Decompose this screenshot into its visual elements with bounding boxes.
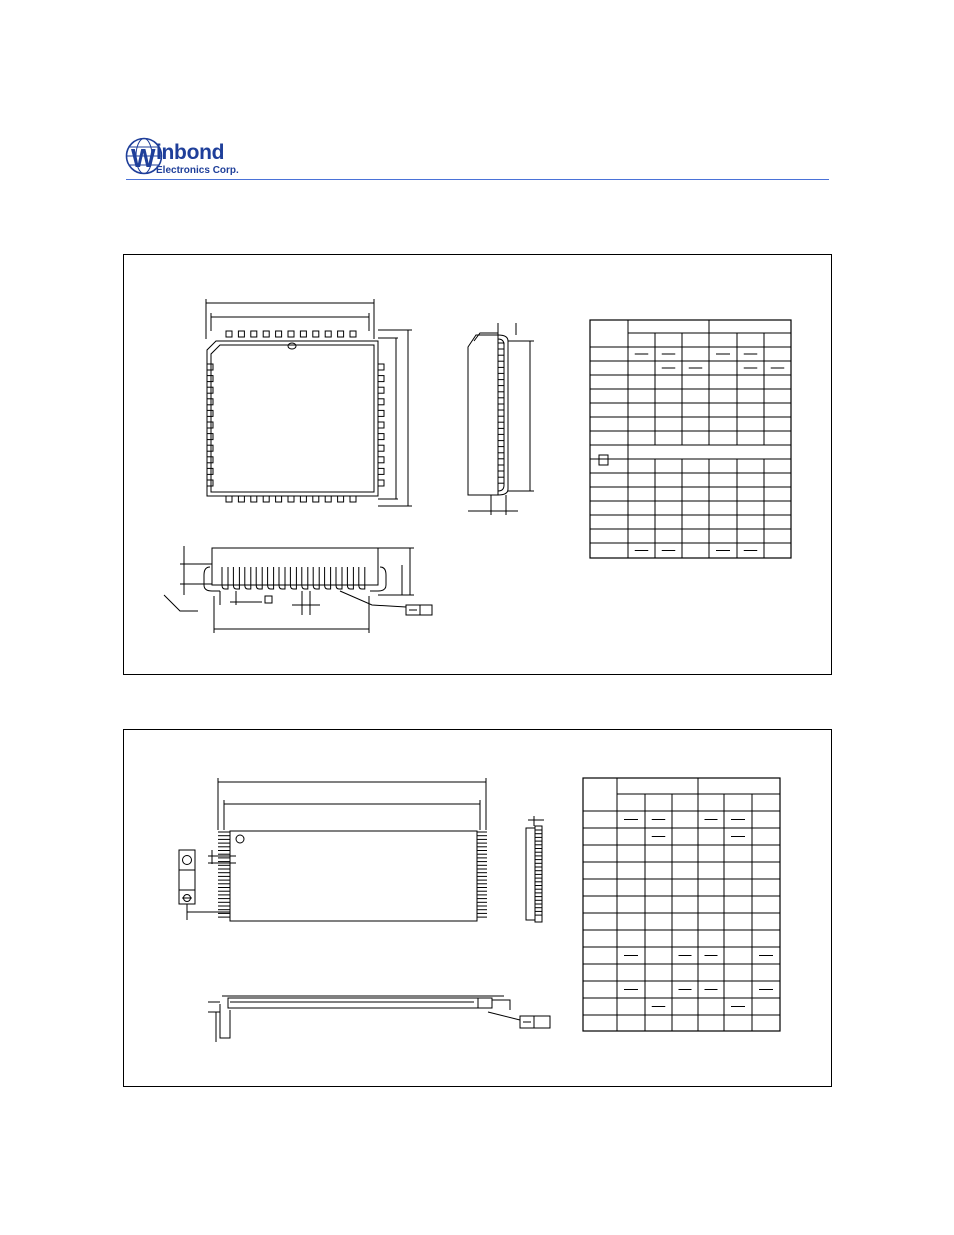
pin-side (498, 428, 504, 434)
pin-front (325, 567, 331, 589)
pin-right (378, 387, 384, 393)
tsop-side-view (208, 996, 550, 1042)
pin-front (245, 567, 251, 589)
tsop-package-outline-drawing (124, 730, 831, 1086)
pin-front (313, 567, 319, 589)
pin-front (290, 567, 296, 589)
pin-right (378, 410, 384, 416)
pin-bottom (350, 496, 356, 502)
pin-bottom (226, 496, 232, 502)
plcc-package-figure (123, 254, 832, 675)
pin-right (378, 422, 384, 428)
pin-side (498, 465, 504, 471)
pin-left (207, 399, 213, 405)
plcc-top-view (206, 299, 412, 506)
pin-left (207, 387, 213, 393)
pin-front (302, 567, 308, 589)
pin-right (378, 457, 384, 463)
pin-front (347, 567, 353, 589)
pin-bottom (313, 496, 319, 502)
pin-front (359, 567, 365, 589)
plcc-dimension-table (590, 320, 791, 558)
pin-side (498, 453, 504, 459)
logo-initial: W (131, 143, 156, 173)
pin-top (288, 331, 294, 337)
pin-side (498, 355, 504, 361)
brand-name: inbond (156, 141, 225, 164)
tsop-dimension-table (583, 778, 780, 1031)
pin-front (279, 567, 285, 589)
pin-bottom (288, 496, 294, 502)
pin-left (207, 376, 213, 382)
plcc-package-outline-drawing (124, 255, 831, 674)
pin-side (498, 367, 504, 373)
pin-bottom (338, 496, 344, 502)
pin-right (378, 468, 384, 474)
pin-top (238, 331, 244, 337)
plcc-front-view (164, 546, 432, 633)
pin-right (378, 434, 384, 440)
pin-top (251, 331, 257, 337)
pin-top (338, 331, 344, 337)
pin-top (300, 331, 306, 337)
pin-right (378, 364, 384, 370)
pin-left (207, 434, 213, 440)
page-header (0, 0, 954, 190)
pin-side (498, 441, 504, 447)
pin-left (207, 457, 213, 463)
pin-bottom (238, 496, 244, 502)
pin-top (263, 331, 269, 337)
pin-side (498, 380, 504, 386)
pin-front (268, 567, 274, 589)
pin-top (226, 331, 232, 337)
pin-right (378, 399, 384, 405)
pin-right (378, 376, 384, 382)
pin-side (498, 404, 504, 410)
pin-right (378, 480, 384, 486)
pin-side (498, 416, 504, 422)
pin-side (498, 477, 504, 483)
pin-bottom (276, 496, 282, 502)
tsop-package-figure (123, 729, 832, 1087)
pin-left (207, 445, 213, 451)
pin-left (207, 364, 213, 370)
pin-top (276, 331, 282, 337)
plcc-side-view (468, 323, 534, 515)
tsop-top-view (179, 778, 487, 921)
pin-top (325, 331, 331, 337)
pin-bottom (263, 496, 269, 502)
pin-front (336, 567, 342, 589)
pin-top (350, 331, 356, 337)
pin-right (378, 445, 384, 451)
pin-left (207, 480, 213, 486)
pin-bottom (300, 496, 306, 502)
header-rule (126, 179, 829, 180)
tsop-end-view (526, 816, 544, 922)
pin-front (256, 567, 262, 589)
pin-side (498, 343, 504, 349)
pin-side (498, 392, 504, 398)
pin-front (233, 567, 239, 589)
pin-top (313, 331, 319, 337)
pin-front (222, 567, 228, 589)
pin-left (207, 468, 213, 474)
pin-bottom (251, 496, 257, 502)
pin-bottom (325, 496, 331, 502)
pin-left (207, 410, 213, 416)
theta-symbol-box (599, 455, 608, 465)
pin-left (207, 422, 213, 428)
brand-subtitle: Electronics Corp. (156, 165, 239, 176)
